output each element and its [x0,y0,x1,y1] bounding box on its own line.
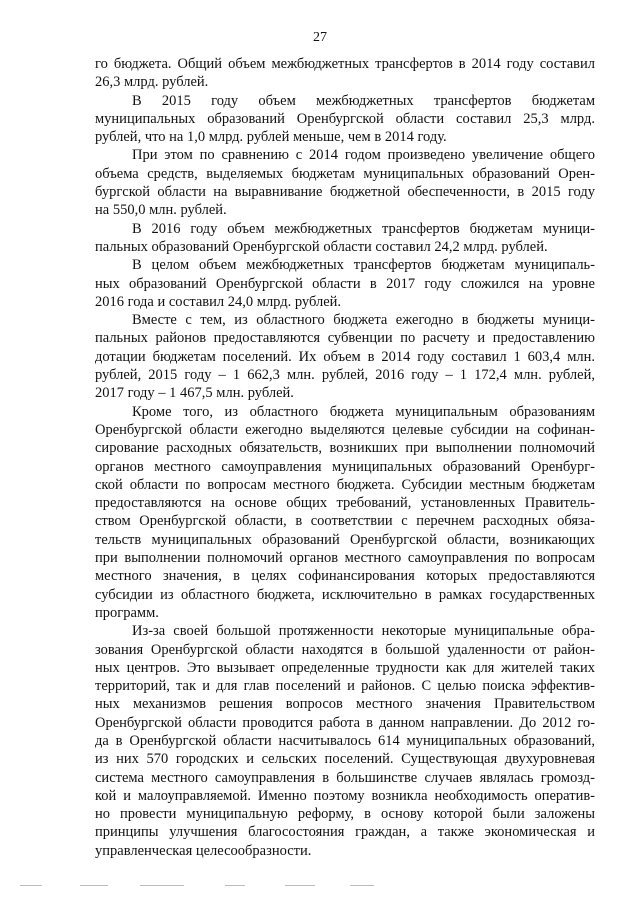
text-line: местного значения, в целях софинансирования которых предоставляются [95,568,595,585]
text-line: муниципальных образований Оренбургской области составил 25,3 млрд. [95,110,595,127]
text-line: Оренбургской области ежегодно выделяются целевые субсидии на софинан- [95,421,595,438]
text-line: При этом по сравнению с 2014 годом произведено увеличение общего [132,147,595,164]
text-line: пальных районов предоставляются субвенции по расчету и предоставлению [95,330,595,347]
text-line: предоставляются на основе общих требований, установленных Правитель- [95,495,595,512]
text-line: тельств муниципальных образований Оренбургской области, возникающих [95,531,595,548]
body-text [95,55,595,860]
text-line: 26,3 млрд. рублей. [95,74,209,91]
text-line: Кроме того, из областного бюджета муниципальным образованиям [132,403,595,420]
text-line: ством Оренбургской области, в соответствии с перечнем расходных обяза- [95,513,595,530]
text-line: ных механизмов решения вопросов местного значения Правительством [95,696,595,713]
text-line: из них 570 городских и сельских поселений. Существующая двухуровневая [95,751,595,768]
text-line: рублей, 2015 году – 1 662,3 млн. рублей, 2016 году – 1 172,4 млн. рублей, [95,367,595,384]
text-line: рублей, что на 1,0 млрд. рублей меньше, чем в 2014 году. [95,129,447,146]
text-line: органов местного самоуправления муниципальных образований Оренбург- [95,458,595,475]
text-line: дотации бюджетам поселений. Их объем в 2014 году составил 1 603,4 млн. [95,348,595,365]
scan-artifacts [0,880,640,890]
text-line: В 2015 году объем межбюджетных трансфертов бюджетам [132,92,595,109]
text-line: ных центров. Это вызывает определенные трудности как для жителей таких [95,659,595,676]
text-line: В целом объем межбюджетных трансфертов бюджетам муниципаль- [132,257,595,274]
text-line: кой и малоуправляемой. Именно поэтому возникла необходимость оператив- [95,787,595,804]
text-line: программ. [95,604,159,621]
text-line: да в Оренбургской области насчитывалось 614 муниципальных образований, [95,732,595,749]
text-line: при выполнении полномочий органов местного самоуправления по вопросам [95,550,595,567]
text-line: сирование расходных обязательств, возникших при выполнении полномочий [95,440,595,457]
text-line: Из-за своей большой протяженности некоторые муниципальные обра- [132,623,595,640]
text-line: на 550,0 млн. рублей. [95,202,227,219]
text-line: объема средств, выделяемых бюджетам муниципальных образований Орен- [95,165,595,182]
text-line: Вместе с тем, из областного бюджета ежегодно в бюджеты муници- [132,312,595,329]
text-line: ных образований Оренбургской области в 2017 году сложился на уровне [95,275,595,292]
text-line: В 2016 году объем межбюджетных трансфертов бюджетам муници- [132,220,595,237]
page-number: 27 [313,30,327,45]
text-line: 2017 году – 1 467,5 млн. рублей. [95,385,294,402]
text-line: ской области по вопросам местного бюджета. Субсидии местным бюджетам [95,476,595,493]
text-line: принципы улучшения благосостояния граждан, а также экономическая и [95,824,595,841]
text-line: го бюджета. Общий объем межбюджетных трансфертов в 2014 году составил [95,56,595,72]
text-line: управленческая целесообразности. [95,842,312,859]
text-line: система местного самоуправления в большинстве случаев являлась громозд- [95,769,595,786]
text-line: зования Оренбургской области находятся в большой удаленности от район- [95,641,595,658]
text-line: бургской области на выравнивание бюджетной обеспеченности, в 2015 году [95,184,595,201]
text-line: пальных образований Оренбургской области составил 24,2 млрд. рублей. [95,238,548,255]
text-line: 2016 года и составил 24,0 млрд. рублей. [95,293,342,310]
text-line: субсидии из областного бюджета, исключительно в рамках государственных [95,586,595,603]
text-line: Оренбургской области проводится работа в данном направлении. До 2012 го- [95,714,595,731]
text-line: но провести муниципальную реформу, в основу которой были заложены [95,806,595,823]
text-line: территорий, так и для глав поселений и районов. С целью поиска эффектив- [95,678,595,695]
